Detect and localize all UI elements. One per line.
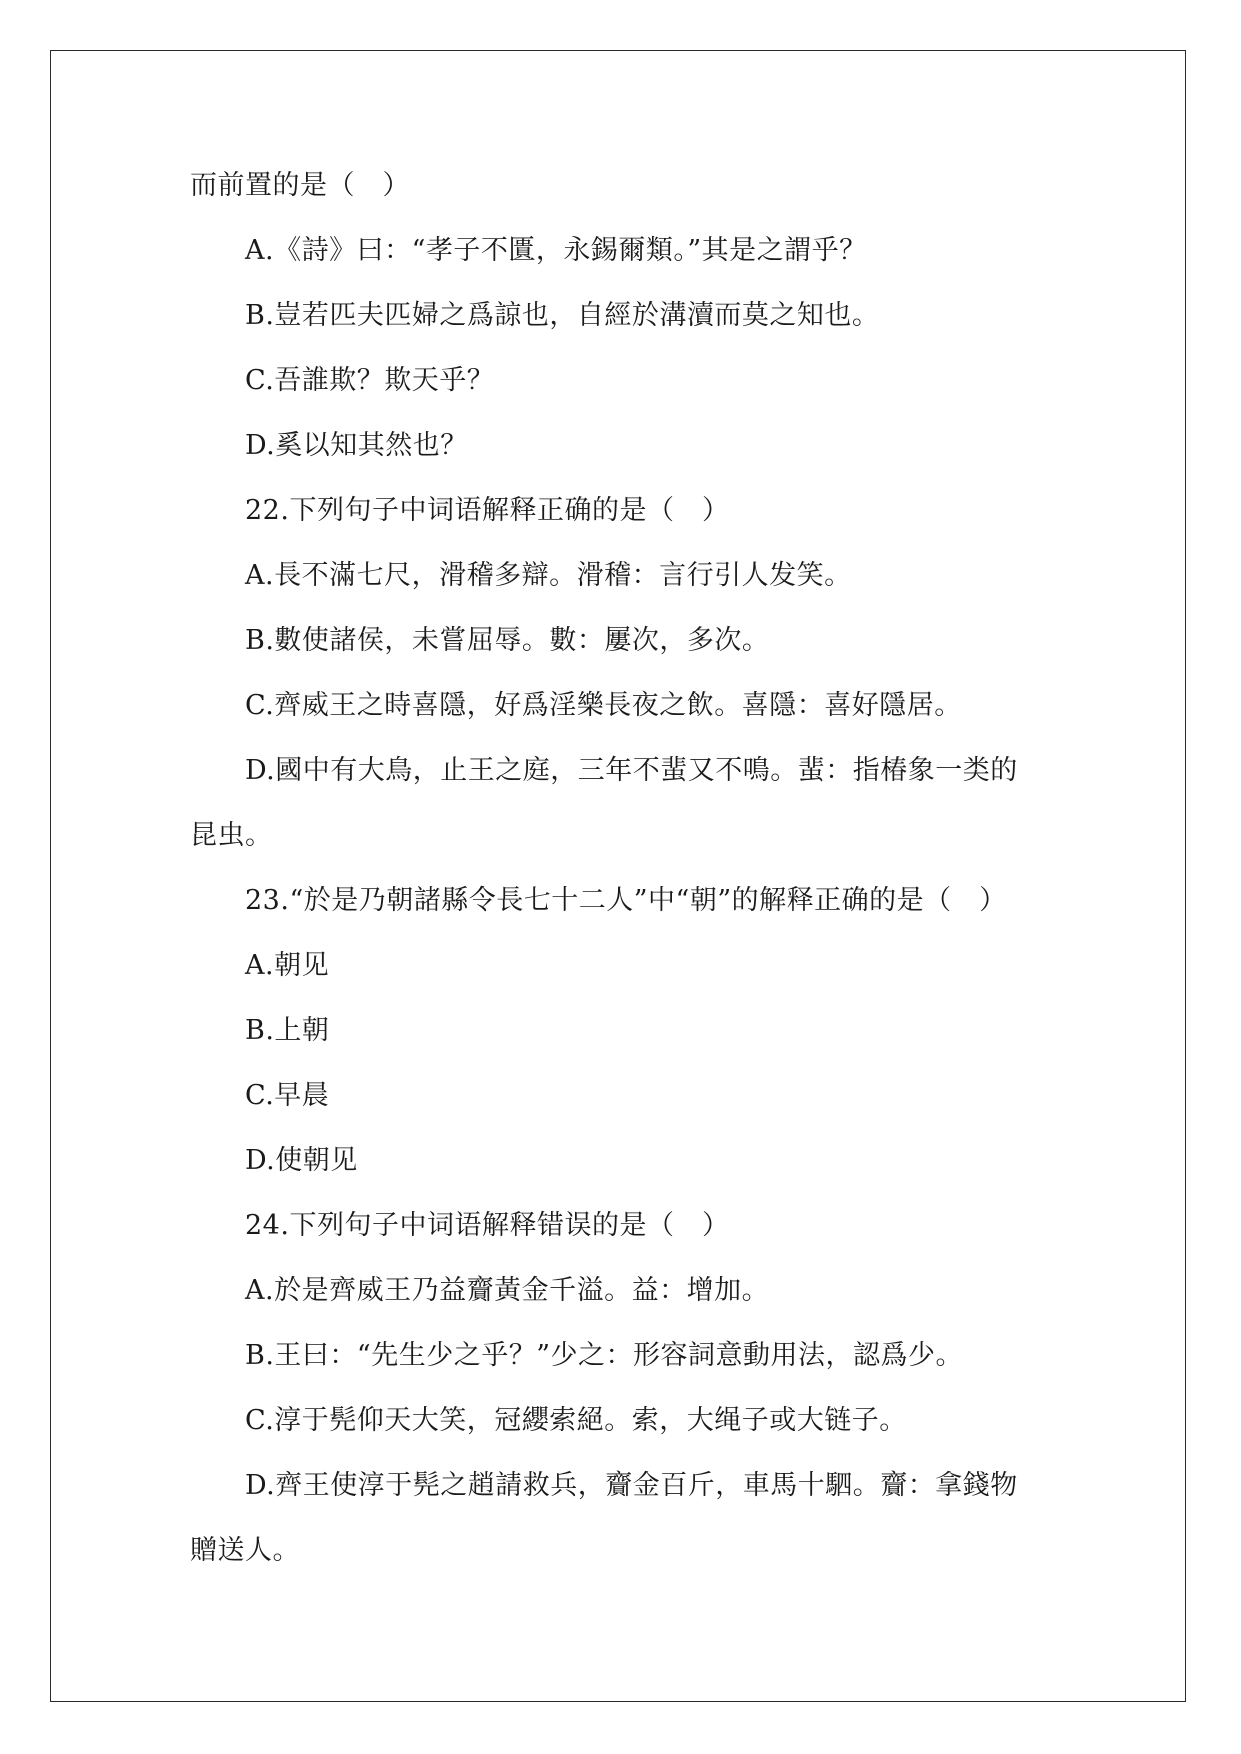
q24-option-c: C.淳于髡仰天大笑，冠纓索絕。索，大绳子或大链子。 — [245, 1405, 907, 1436]
text-line-question-tail: 而前置的是（ ） — [190, 170, 410, 201]
question-24: 24.下列句子中词语解释错误的是（ ） — [245, 1210, 730, 1241]
q24-option-d: D.齊王使淳于髡之趙請救兵，齎金百斤，車馬十駟。齎：拿錢物 — [245, 1470, 1018, 1501]
document-body — [190, 153, 1056, 1583]
q22-option-d: D.國中有大鳥，止王之庭，三年不蜚又不鳴。蜚：指椿象一类的 — [245, 755, 1018, 786]
q23-option-a: A.朝见 — [245, 950, 330, 981]
q23-option-c: C.早晨 — [245, 1080, 330, 1111]
question-22: 22.下列句子中词语解释正确的是（ ） — [245, 495, 730, 526]
option-c: C.吾誰欺？欺天乎？ — [245, 365, 495, 396]
q23-option-b: B.上朝 — [245, 1015, 330, 1046]
q24-option-b: B.王曰：“先生少之乎？”少之：形容詞意動用法，認爲少。 — [245, 1340, 964, 1371]
q23-option-d: D.使朝见 — [245, 1145, 358, 1176]
option-d: D.奚以知其然也？ — [245, 430, 468, 461]
q22-option-d-continued: 昆虫。 — [190, 820, 273, 851]
option-a: A.《詩》曰：“孝子不匱，永錫爾類。”其是之謂乎？ — [245, 235, 867, 266]
q24-option-a: A.於是齊威王乃益齎黃金千溢。益：增加。 — [245, 1275, 770, 1306]
q22-option-c: C.齊威王之時喜隱，好爲淫樂長夜之飲。喜隱：喜好隱居。 — [245, 690, 962, 721]
question-23: 23.“於是乃朝諸縣令長七十二人”中“朝”的解释正确的是（ ） — [245, 885, 1007, 916]
q22-option-b: B.數使諸侯，未嘗屈辱。數：屢次，多次。 — [245, 625, 770, 656]
q22-option-a: A.長不滿七尺，滑稽多辯。滑稽：言行引人发笑。 — [245, 560, 852, 591]
q24-option-d-continued: 贈送人。 — [190, 1535, 300, 1566]
option-b: B.豈若匹夫匹婦之爲諒也，自經於溝瀆而莫之知也。 — [245, 300, 880, 331]
